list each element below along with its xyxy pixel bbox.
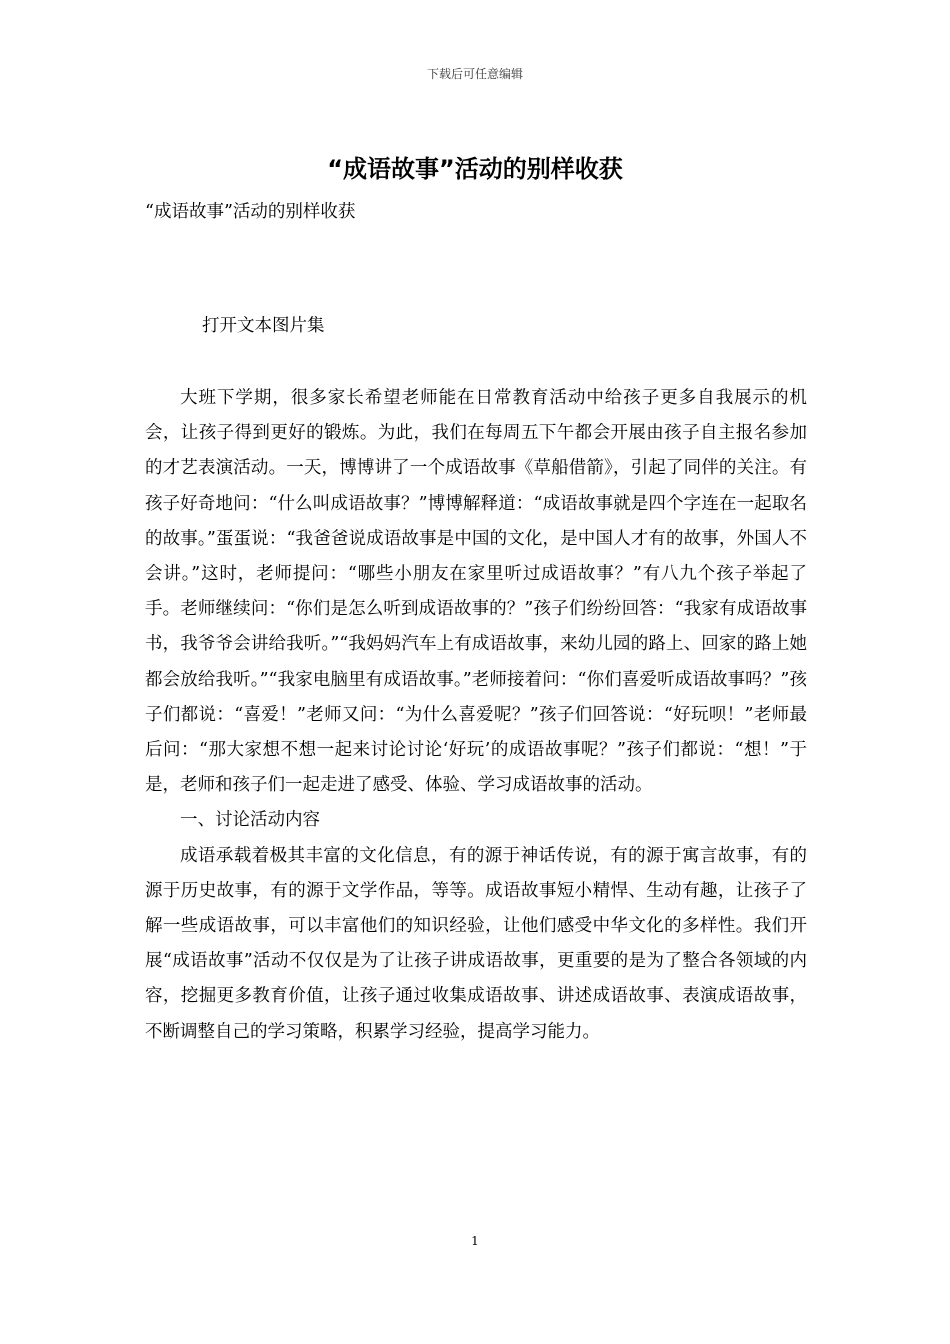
page-number: 1 bbox=[471, 1234, 479, 1248]
document-body bbox=[145, 381, 807, 1050]
section-heading: 一、讨论活动内容 bbox=[180, 810, 320, 831]
body-paragraph: 大班下学期，很多家长希望老师能在日常教育活动中给孩子更多自我展示的机会，让孩子得到更好的锻炼。为此，我们在每周五下午都会开展由孩子自主报名参加的才艺表演活动。一天，博博讲了一个成语故事《草船借箭》，引起了同伴的关注。有孩子好奇地问：“什么叫成语故事？”博博解释道：“成语故事就是四个字连在一起取名的故事。”蛋蛋说：“我爸爸说成语故事是中国的文化，是中国人才有的故事，外国人不会讲。”这时，老师提问：“哪些小朋友在家里听过成语故事？”有八九个孩子举起了手。老师继续问：“你们是怎么听到成语故事的？”孩子们纷纷回答：“我家有成语故事书，我爷爷会讲给我听。”“我妈妈汽车上有成语故事，来幼儿园的路上、回家的路上她都会放给我听。”“我家电脑里有成语故事。”老师接着问：“你们喜爱听成语故事吗？”孩子们都说：“喜爱！”老师又问：“为什么喜爱呢？”孩子们回答说：“好玩呗！”老师最后问：“那大家想不想一起来讨论讨论‘好玩’的成语故事呢？”孩子们都说：“想！”于是，老师和孩子们一起走进了感受、体验、学习成语故事的活动。 bbox=[145, 388, 807, 796]
document-subtitle: “成语故事”活动的别样收获 bbox=[145, 202, 356, 222]
document-title: “成语故事”活动的别样收获 bbox=[327, 155, 623, 183]
header-note: 下载后可任意编辑 bbox=[426, 67, 523, 81]
body-paragraph: 成语承载着极其丰富的文化信息，有的源于神话传说，有的源于寓言故事，有的源于历史故事，有的源于文学作品，等等。成语故事短小精悍、生动有趣，让孩子了解一些成语故事，可以丰富他们的知识经验，让他们感受中华文化的多样性。我们开展“成语故事”活动不仅仅是为了让孩子讲成语故事，更重要的是为了整合各领域的内容，挖掘更多教育价值，让孩子通过收集成语故事、讲述成语故事、表演成语故事，不断调整自己的学习策略，积累学习经验，提高学习能力。 bbox=[145, 845, 807, 1042]
open-image-gallery-link[interactable]: 打开文本图片集 bbox=[202, 316, 325, 336]
